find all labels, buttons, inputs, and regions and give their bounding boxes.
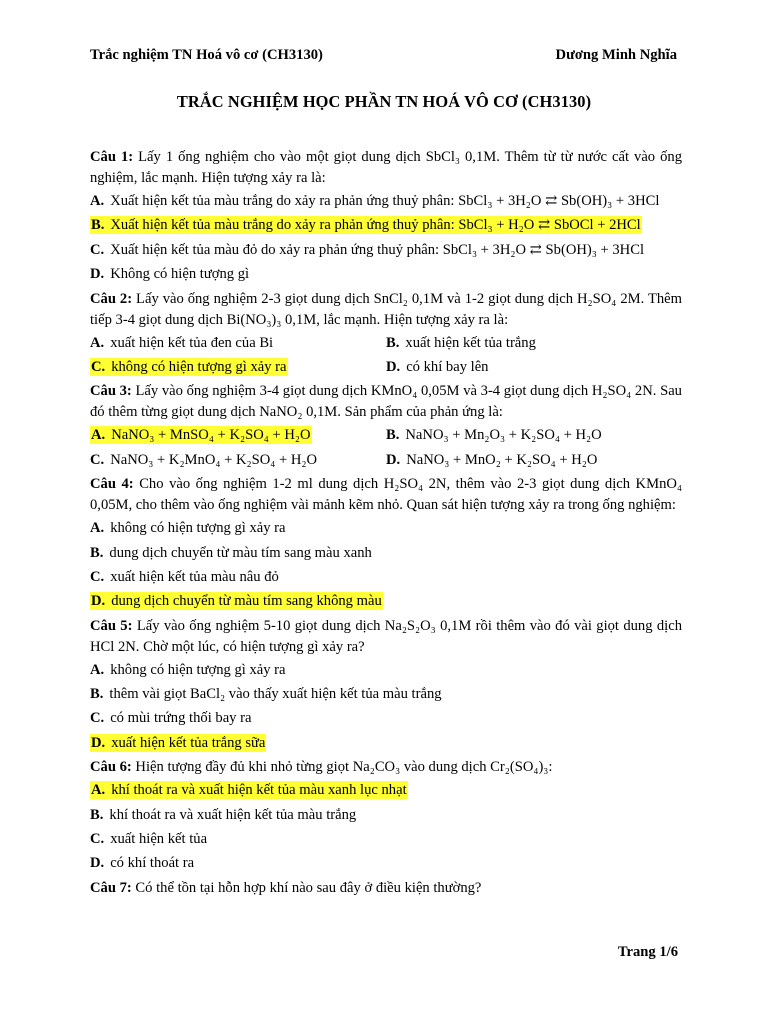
option-d-answer: [90, 731, 682, 755]
question-body: Lấy vào ống nghiệm 2-3 giọt dung dịch SnCl₂ 0,1M và 1-2 giọt dung dịch H₂SO₄ 2M. Thêm tiếp 3-4 giọt dung dịch Bi(NO₃)₃ 0,1M, lắc mạnh. Hiện tượng xảy ra là:: [90, 290, 682, 328]
option-text: không có hiện tượng gì xảy ra: [110, 520, 286, 537]
option-letter: A.: [90, 661, 105, 678]
question-body: Lấy 1 ống nghiệm cho vào một giọt dung dịch SbCl₃ 0,1M. Thêm từ từ nước cất vào ống nghiệm, lắc mạnh. Hiện tượng xảy ra là:: [90, 149, 682, 186]
option-a: [90, 331, 386, 355]
document-body: [90, 147, 682, 901]
option-b: [386, 331, 682, 355]
option-letter: C.: [90, 568, 105, 585]
option-text: xuất hiện kết tủa trắng: [405, 334, 536, 351]
option-letter: B.: [90, 806, 104, 823]
option-text: có mùi trứng thối bay ra: [110, 710, 252, 727]
option-text: có khí bay lên: [406, 358, 489, 375]
option-d: [90, 851, 682, 875]
question-5: [90, 616, 682, 756]
option-text: xuất hiện kết tủa trắng sữa: [111, 734, 266, 751]
question-3: [90, 381, 682, 472]
option-letter: B.: [90, 686, 104, 703]
option-letter: B.: [386, 334, 400, 351]
option-b: [90, 682, 682, 706]
answer-highlight: [90, 216, 642, 234]
question-4: [90, 474, 682, 614]
option-letter: B.: [90, 544, 104, 561]
option-a: [90, 658, 682, 682]
question-text: [90, 381, 682, 423]
option-letter: A.: [90, 193, 105, 209]
option-letter: A.: [90, 334, 105, 351]
option-letter: D.: [386, 358, 401, 375]
option-text: không có hiện tượng gì xảy ra: [110, 661, 286, 678]
option-letter: A.: [90, 520, 105, 537]
option-c: [90, 706, 682, 730]
option-text: Xuất hiện kết tủa màu trắng do xảy ra phản ứng thuỷ phân: SbCl₃ + H₂O ⇄ SbOCl + 2HCl: [110, 217, 641, 234]
question-label: Câu 3:: [90, 383, 132, 400]
option-letter: C.: [90, 831, 105, 848]
option-text: xuất hiện kết tủa màu nâu đỏ: [110, 568, 279, 585]
question-text: [90, 289, 682, 331]
question-body: Hiện tượng đầy đủ khi nhỏ từng giọt Na₂CO₃ vào dung dịch Cr₂(SO₄)₃:: [135, 759, 553, 776]
option-text: khí thoát ra và xuất hiện kết tủa màu trắng: [109, 806, 357, 823]
option-c: [90, 827, 682, 851]
option-a: [90, 516, 682, 540]
option-text: Không có hiện tượng gì: [110, 266, 250, 283]
answer-highlight: [90, 358, 288, 376]
option-letter: D.: [91, 593, 106, 610]
option-text: NaNO₃ + Mn₂O₃ + K₂SO₄ + H₂O: [405, 427, 602, 444]
question-2: [90, 289, 682, 380]
question-text: [90, 878, 682, 899]
option-d: [386, 448, 682, 472]
page-header: [90, 47, 677, 64]
option-b: [386, 423, 682, 447]
option-letter: D.: [386, 451, 401, 468]
question-label: Câu 7:: [90, 879, 132, 896]
option-text: khí thoát ra và xuất hiện kết tủa màu xanh lục nhạt: [111, 782, 407, 799]
page-number: Trang 1/6: [617, 944, 678, 960]
option-a-answer: [90, 778, 682, 802]
option-c: [90, 448, 386, 472]
option-letter: C.: [90, 451, 105, 468]
question-1: [90, 147, 682, 287]
option-d: [386, 355, 682, 379]
question-body: Cho vào ống nghiệm 1-2 ml dung dịch H₂SO₄ 2N, thêm vào 2-3 giọt dung dịch KMnO₄ 0,05M, cho thêm vào ống nghiệm vài mảnh kẽm nhỏ. Quan sát hiện tượng xảy ra trong ống nghiệm:: [90, 476, 682, 514]
option-text: thêm vài giọt BaCl₂ vào thấy xuất hiện kết tủa màu trắng: [109, 686, 442, 703]
answer-highlight: [90, 734, 266, 752]
option-text: Xuất hiện kết tủa màu trắng do xảy ra phản ứng thuỷ phân: SbCl₃ + 3H₂O ⇄ Sb(OH)₃ + 3HCl: [110, 193, 660, 209]
question-label: Câu 1:: [90, 149, 134, 165]
option-c: [90, 565, 682, 589]
option-b-answer: [90, 213, 682, 237]
question-text: [90, 147, 682, 189]
option-letter: C.: [90, 241, 105, 258]
question-text: [90, 757, 682, 778]
option-text: NaNO₃ + MnSO₄ + K₂SO₄ + H₂O: [111, 427, 311, 444]
question-text: [90, 474, 682, 516]
option-letter: D.: [90, 266, 105, 283]
answer-highlight: [90, 426, 312, 444]
option-text: NaNO₃ + MnO₂ + K₂SO₄ + H₂O: [406, 451, 598, 468]
question-label: Câu 6:: [90, 759, 132, 776]
option-d-answer: [90, 589, 682, 613]
option-c-answer: [90, 355, 386, 379]
option-c: [90, 238, 682, 262]
option-a-answer: [90, 423, 386, 447]
question-label: Câu 5:: [90, 617, 133, 634]
header-author: Dương Minh Nghĩa: [555, 47, 677, 63]
question-body: Lấy vào ống nghiệm 5-10 giọt dung dịch Na₂S₂O₃ 0,1M rồi thêm vào đó vài giọt dung dịch HCl 2N. Chờ một lúc, có hiện tượng gì xảy ra?: [90, 617, 682, 655]
option-text: xuất hiện kết tủa đen của Bi: [110, 334, 274, 351]
option-letter: B.: [386, 427, 400, 444]
option-text: có khí thoát ra: [110, 855, 195, 872]
option-text: dung dịch chuyển từ màu tím sang màu xanh: [109, 544, 372, 561]
option-letter: B.: [91, 217, 105, 234]
header-course: Trắc nghiệm TN Hoá vô cơ (CH3130): [90, 47, 323, 63]
option-row: [90, 423, 682, 447]
question-label: Câu 4:: [90, 476, 134, 493]
option-text: dung dịch chuyển từ màu tím sang không màu: [111, 593, 382, 610]
option-text: Xuất hiện kết tủa màu đỏ do xảy ra phản ứng thuỷ phân: SbCl₃ + 3H₂O ⇄ Sb(OH)₃ + 3HCl: [110, 241, 645, 258]
option-row: [90, 448, 682, 472]
question-body: Có thể tồn tại hỗn hợp khí nào sau đây ở điều kiện thường?: [135, 879, 482, 896]
question-6: [90, 757, 682, 876]
question-body: Lấy vào ống nghiệm 3-4 giọt dung dịch KMnO₄ 0,05M và 3-4 giọt dung dịch H₂SO₄ 2N. Sau đó thêm từng giọt dung dịch NaNO₂ 0,1M. Sản phẩm của phản ứng là:: [90, 383, 682, 421]
option-letter: A.: [91, 782, 106, 799]
answer-highlight: [90, 592, 383, 610]
option-b: [90, 803, 682, 827]
option-letter: C.: [91, 358, 106, 375]
option-letter: C.: [90, 710, 105, 727]
option-row: [90, 355, 682, 379]
option-letter: A.: [91, 427, 106, 444]
option-text: xuất hiện kết tủa: [110, 831, 208, 848]
option-letter: D.: [91, 734, 106, 751]
option-d: [90, 262, 682, 286]
option-text: không có hiện tượng gì xảy ra: [111, 358, 287, 375]
option-row: [90, 331, 682, 355]
option-a: [90, 189, 682, 213]
page-title: TRẮC NGHIỆM HỌC PHẦN TN HOÁ VÔ CƠ (CH3130): [176, 92, 592, 111]
question-7: [90, 878, 682, 899]
question-text: [90, 616, 682, 658]
question-label: Câu 2:: [90, 290, 133, 307]
option-b: [90, 541, 682, 565]
answer-highlight: [90, 781, 408, 799]
option-text: NaNO₃ + K₂MnO₄ + K₂SO₄ + H₂O: [110, 451, 318, 468]
option-letter: D.: [90, 855, 105, 872]
